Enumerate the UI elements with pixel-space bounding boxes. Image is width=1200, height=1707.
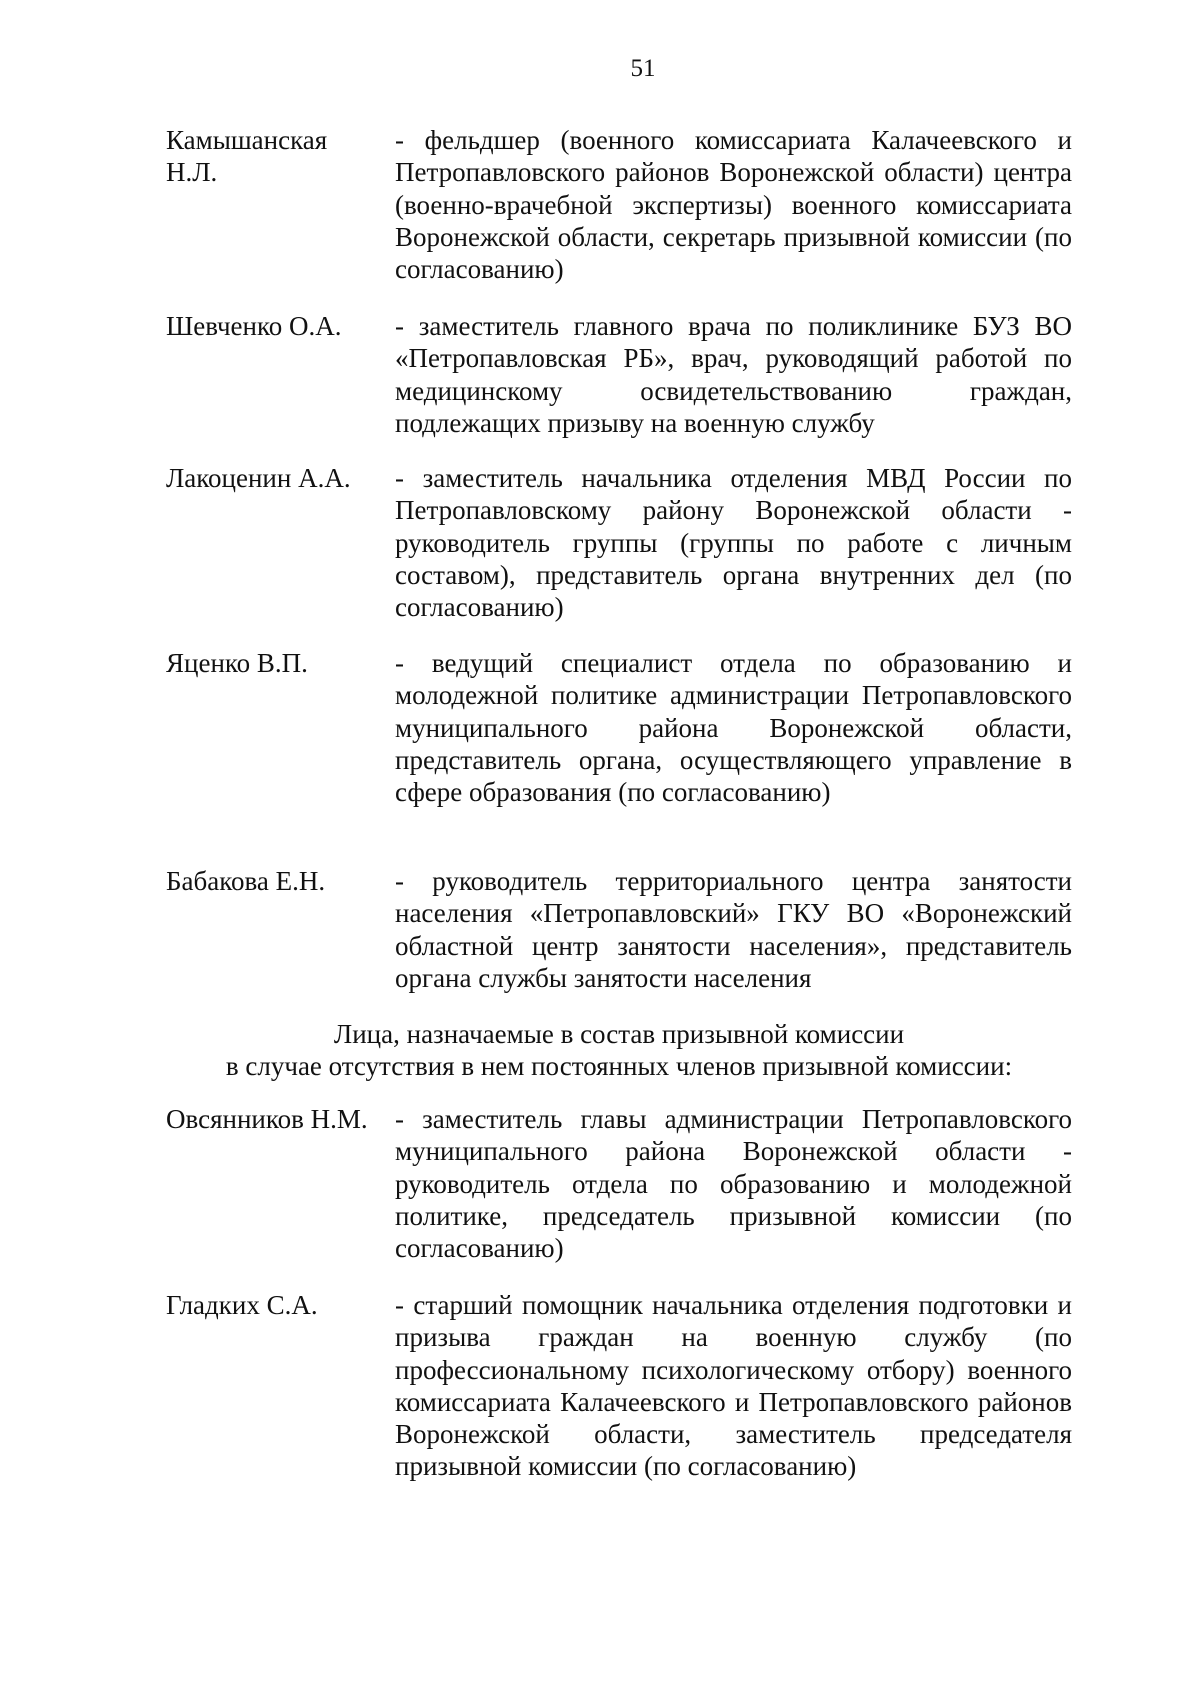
member-entry-kamyshanskaya xyxy=(166,124,1072,285)
substitute-description: - заместитель главы администрации Петропавловского муниципального района Воронежской области - руководитель отдела по образованию и молодежной политике, председатель призывной комиссии (по согласованию) xyxy=(395,1104,1072,1264)
substitute-entry-gladkih xyxy=(166,1289,1072,1483)
member-description: - заместитель главного врача по поликлинике БУЗ ВО «Петропавловская РБ», врач, руководящий работой по медицинскому освидетельствованию граждан, подлежащих призыву на военную службу xyxy=(395,311,1072,438)
member-name: Бабакова Е.Н. xyxy=(166,866,326,896)
substitute-entry-ovsyannikov xyxy=(166,1103,1072,1264)
substitute-description: - старший помощник начальника отделения подготовки и призыва граждан на военную службу (по профессиональному психологическому отбору) военного комиссариата Калачеевского и Петропавловского районов Воронежской области, заместитель председателя призывной комиссии (по согласованию) xyxy=(395,1290,1072,1482)
section-heading xyxy=(166,1018,1072,1083)
member-entry-yacenko xyxy=(166,647,1072,808)
substitute-name: Овсянников Н.М. xyxy=(166,1104,368,1134)
member-name: Камышанская Н.Л. xyxy=(166,125,328,188)
member-description: - руководитель территориального центра занятости населения «Петропавловский» ГКУ ВО «Воронежский областной центр занятости населения», представитель органа службы занятости населения xyxy=(395,866,1072,993)
section-heading-line-1: Лица, назначаемые в состав призывной комиссии xyxy=(333,1019,905,1049)
member-entry-shevchenko xyxy=(166,310,1072,439)
section-heading-line-2: в случае отсутствия в нем постоянных членов призывной комиссии: xyxy=(225,1051,1013,1082)
member-entry-lakocenin xyxy=(166,462,1072,623)
page-number: 51 xyxy=(630,55,656,82)
member-name: Яценко В.П. xyxy=(166,648,308,678)
member-description: - заместитель начальника отделения МВД России по Петропавловскому району Воронежской области - руководитель группы (группы по работе с личным составом), представитель органа внутренних дел (по согласованию) xyxy=(395,463,1072,623)
member-name: Шевченко О.А. xyxy=(166,311,342,341)
substitute-name: Гладких С.А. xyxy=(166,1290,318,1320)
member-entry-babakova xyxy=(166,865,1072,994)
member-description: - ведущий специалист отдела по образованию и молодежной политике администрации Петропавловского муниципального района Воронежской области, представитель органа, осуществляющего управление в сфере образования (по согласованию) xyxy=(395,648,1072,808)
member-description: - фельдшер (военного комиссариата Калачеевского и Петропавловского районов Воронежской области) центра (военно-врачебной экспертизы) военного комиссариата Воронежской области, секретарь призывной комиссии (по согласованию) xyxy=(395,125,1072,285)
member-name: Лакоценин А.А. xyxy=(166,463,351,493)
